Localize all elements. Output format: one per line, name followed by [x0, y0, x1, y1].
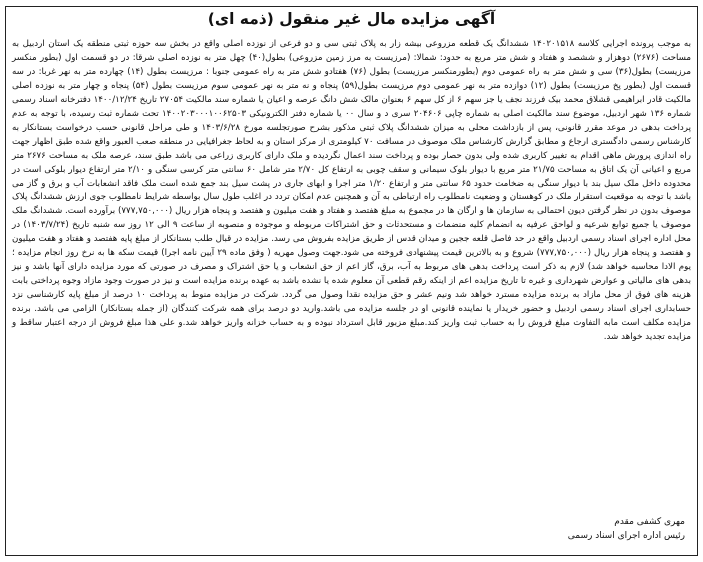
signature-block: [568, 515, 685, 543]
notice-title: آگهی مزایده مال غیر منقول (ذمه ای): [207, 10, 496, 28]
notice-body: به موجب پرونده اجرایی کلاسه ۱۴۰۲۰۱۵۱۸ ششدانگ یک قطعه مزروعی بیشه زار به پلاک ثبتی سی و دو فرعی از نوزده اصلی واقع در بخش سه حوزه ثبتی منطقه یک استان اردبیل به مساحت (۲۶۷۶) دوهزار و ششصد و هفتاد و شش متر مربع به حدود: شمالا: (مرزیست به مرز زمین مزروعی) بطول(۴۰) چهل متر به نوزده اصلی شرقا: در دو قسمت اول (بطور منکسر مرزیست) بطول(۳۶) سی و شش متر به راه عمومی دوم (بطورمنکسر مرزیست) بطول (۷۶) هفتادو شش متر به راه عمومی جنوبا : مرزیست بطول (۱۴) چهارده متر به نهر غربا: در سه قسمت اول (بطور پخ مرزیست) بطول (۱۲) دوازده متر به نهر عمومی دوم مرزیست بطول(۵۹) پنجاه و نه متر به نهر عمومی سوم مرزیست بطول (۵۴) پنجاه و چهار متر به نوزده اصلی مالکیت قادر ابراهیمی قشلاق محمد بیک فرزند نجف یا جز سهم ۶ از کل سهم ۶ بعنوان مالک شش دانگ عرصه و اعیان یا شماره سند مالکیت ۲۷۰۵۴ تاریخ ۱۴۰۰/۱۲/۲۴ دفترخانه اسناد رسمی شماره ۱۳۶ شهر اردبیل، موضوع سند مالکیت اصلی به شماره چاپی ۲۰۴۶۰۶ سری د و سال ۰۰ یا شماره دفتر الکترونیکی ۱۴۰۰۲۰۳۰۰۰۱۰۰۶۲۵۰۳ تحت شماره ثبت رسیده، با توجه به عدم پرداخت بدهی در موعد مقرر قانونی، پس از بازداشت محلی به میزان ششدانگ پلاک ثبتی مذکور بشرح صورتجلسه مورخ ۱۴۰۳/۶/۲۸ و طی مراحل قانونی حسب درخواست بستانکار به کارشناس رسمی دادگستری ارجاع و مطابق گزارش کارشناس ملک موصوف در مسافت ۷۰ کیلومتری از مرکز استان و به لحاظ جغرافیایی در منطقه صعب العبور واقع شده طبق اظهار جهت راه اندازی پرورش ماهی اقدام به تغییر کاربری شده ولی بدون حصار بوده و پرداخت سند اعمال نگردیده و ملک دارای کاربری زراعی می باشد طبق سند، عرصه ملک به مساحت ۲۶۷۶ متر مربع و اعیانی آن یک اتاق به مساحت ۲۱/۷۵ متر مربع با دیوار بلوک سیمانی و سقف چوبی به ارتفاع کل ۲/۷۰ متر شامل ۶۰ سانتی متر کرسی سنگی و ۲/۱۰ متر ارتفاع دیوار بلوکی است در محدوده داخل ملک سیل بند با دیوار سنگی به ضخامت حدود ۶۵ سانتی متر و ارتفاع ۱/۲۰ متر اجرا و ابهای جاری در پشت سیل بند جمع شده است ملک فاقد انشعابات آب و برق و گاز می باشد با توجه به موقعیت استقرار ملک در کوهستان و وضعیت نامطلوب راه ارتباطی به آن و همچنین عدم امکان تردد در اغلب طول سال بواسطه شرایط نامطلوب جوی ارزش ششدانگ پلاک موصوف بدون در نظر گرفتن دیون احتمالی به سازمان ها و ارگان ها در مجموع به مبلغ هفتصد و هفتاد و هفت میلیون و هفتصد و پنجاه هزار ریال (۷۷۷,۷۵۰,۰۰۰) برآورده است. ششدانگ ملک موصوف یا جمیع توابع شرعیه و لواحق عرفیه به انضمام کلیه منضمات و مستحدثات و حق اشتراکات مربوطه و موجوده و منصوبه از ساعت ۹ الی ۱۲ روز سه شنبه تاریخ (۱۴۰۳/۷/۲۴) در محل اداره اجرای اسناد رسمی اردبیل واقع در حد فاصل قلعه ججین و میدان قدس از طریق مزایده بفروش می رسد. مزایده در قبال طلب بستانکار از مبلغ پایه هفتصد و هفتاد و هفت میلیون و هفتصد و پنجاه هزار ریال (۷۷۷,۷۵۰,۰۰۰) شروع و به بالاترین قیمت پیشنهادی فروخته می شود.جهت وصول مهریه ( وفق ماده ۲۹ آیین نامه اجرا) قیمت سکه ها به نرخ روز انجام مزایده ؛ یوم الادا محاسبه خواهد شد) لازم به ذکر است پرداخت بدهی های مربوط به آب، برق، گاز اعم از حق انشعاب و یا حق اشتراک و مصرف در صورتی که مورد مزایده دارای آنها باشد و نیز بدهی های مالیاتی و عوارض شهرداری و غیره تا تاریخ مزایده اعم از اینکه رقم قطعی آن معلوم شده یا نشده باشد به عهده برنده مزایده است و نیز در صورت وجود مازاد وجوه پرداختی بابت هزینه های فوق از محل مازاد به برنده مزایده مسترد خواهد شد ونیم عشر و حق مزایده نقدا وصول می گردد. شرکت در مزایده منوط به پرداخت ۱۰ درصد از مبلغ پایه کارشناسی نزد حسابداری اجرای اسناد رسمی اردبیل و حضور خریدار یا نماینده قانونی او در جلسه مزایده می باشد.وارید دو درصد برای همه شرکت کنندگان (از جمله بستانکار) الزامی می باشد. برنده مزایده مکلف است مابه التفاوت مبلغ فروش را به حساب ثبت واریز کند.مبلغ مزبور قابل استرداد نبوده و به حساب خزانه واریز خواهد شد.و علی هذا مبلغ فروش از درجه اعتبار ساقط و مزایده تجدید خواهد شد.: [12, 39, 692, 343]
signatory-position: رئیس اداره اجرای اسناد رسمی: [567, 531, 685, 541]
signatory-name: مهری کشفی مقدم: [614, 517, 685, 527]
notice-frame: [5, 6, 698, 556]
